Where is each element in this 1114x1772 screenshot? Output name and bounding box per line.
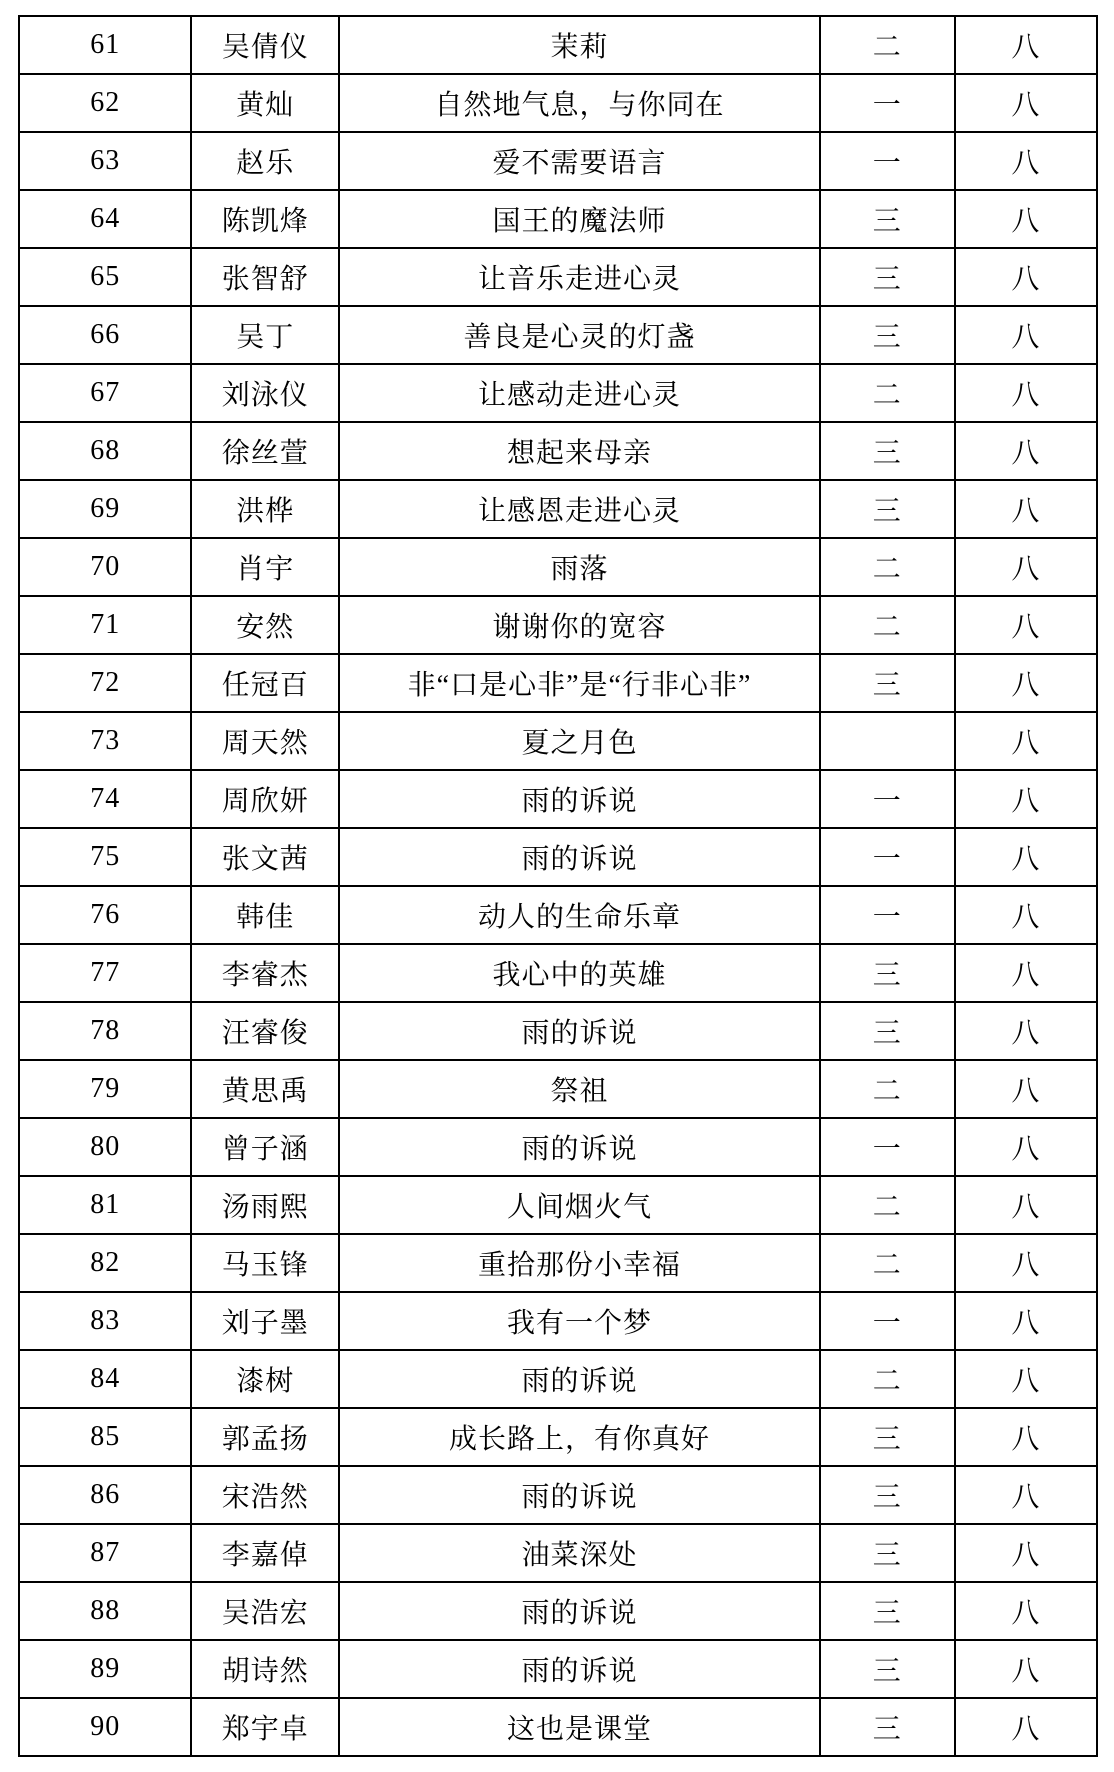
cell-number: 83 <box>19 1292 191 1350</box>
student-roster-table <box>18 15 1098 1757</box>
cell-title: 自然地气息，与你同在 <box>339 74 820 132</box>
cell-name: 任冠百 <box>191 654 339 712</box>
table-row <box>19 886 1097 944</box>
cell-session: 二 <box>820 1350 955 1408</box>
cell-title: 我心中的英雄 <box>339 944 820 1002</box>
table-row <box>19 1176 1097 1234</box>
table-row <box>19 248 1097 306</box>
cell-title: 让感动走进心灵 <box>339 364 820 422</box>
table-row <box>19 1524 1097 1582</box>
cell-grade: 八 <box>955 1698 1097 1756</box>
table-row <box>19 422 1097 480</box>
table-row <box>19 1234 1097 1292</box>
table-row <box>19 654 1097 712</box>
cell-name: 周欣妍 <box>191 770 339 828</box>
cell-number: 73 <box>19 712 191 770</box>
cell-grade: 八 <box>955 596 1097 654</box>
cell-name: 肖宇 <box>191 538 339 596</box>
cell-grade: 八 <box>955 654 1097 712</box>
cell-grade: 八 <box>955 74 1097 132</box>
cell-session: 一 <box>820 886 955 944</box>
cell-title: 成长路上，有你真好 <box>339 1408 820 1466</box>
cell-session: 三 <box>820 306 955 364</box>
cell-number: 74 <box>19 770 191 828</box>
cell-title: 雨的诉说 <box>339 1350 820 1408</box>
cell-session: 二 <box>820 538 955 596</box>
cell-session: 二 <box>820 596 955 654</box>
table-row <box>19 538 1097 596</box>
cell-session: 三 <box>820 190 955 248</box>
cell-number: 85 <box>19 1408 191 1466</box>
cell-grade: 八 <box>955 828 1097 886</box>
table-row <box>19 364 1097 422</box>
cell-grade: 八 <box>955 538 1097 596</box>
cell-name: 郑宇卓 <box>191 1698 339 1756</box>
cell-title: 雨的诉说 <box>339 1118 820 1176</box>
cell-title: 祭祖 <box>339 1060 820 1118</box>
cell-name: 周天然 <box>191 712 339 770</box>
cell-name: 吴浩宏 <box>191 1582 339 1640</box>
cell-session: 二 <box>820 16 955 74</box>
cell-number: 71 <box>19 596 191 654</box>
cell-session: 一 <box>820 770 955 828</box>
cell-session: 三 <box>820 654 955 712</box>
cell-name: 宋浩然 <box>191 1466 339 1524</box>
cell-name: 黄思禹 <box>191 1060 339 1118</box>
cell-title: 爱不需要语言 <box>339 132 820 190</box>
cell-session: 一 <box>820 1118 955 1176</box>
cell-grade: 八 <box>955 248 1097 306</box>
cell-session: 一 <box>820 132 955 190</box>
cell-session: 一 <box>820 74 955 132</box>
cell-grade: 八 <box>955 770 1097 828</box>
cell-number: 88 <box>19 1582 191 1640</box>
table-body <box>19 16 1097 1756</box>
cell-title: 重拾那份小幸福 <box>339 1234 820 1292</box>
cell-number: 65 <box>19 248 191 306</box>
cell-title: 让音乐走进心灵 <box>339 248 820 306</box>
cell-grade: 八 <box>955 1524 1097 1582</box>
cell-grade: 八 <box>955 16 1097 74</box>
cell-session: 三 <box>820 422 955 480</box>
cell-title: 雨的诉说 <box>339 1466 820 1524</box>
cell-name: 曾子涵 <box>191 1118 339 1176</box>
cell-name: 赵乐 <box>191 132 339 190</box>
table-row <box>19 1060 1097 1118</box>
cell-grade: 八 <box>955 364 1097 422</box>
cell-number: 76 <box>19 886 191 944</box>
cell-grade: 八 <box>955 480 1097 538</box>
cell-number: 63 <box>19 132 191 190</box>
cell-grade: 八 <box>955 1582 1097 1640</box>
cell-grade: 八 <box>955 944 1097 1002</box>
cell-session: 一 <box>820 1292 955 1350</box>
cell-title: 茉莉 <box>339 16 820 74</box>
cell-number: 67 <box>19 364 191 422</box>
cell-name: 胡诗然 <box>191 1640 339 1698</box>
table-row <box>19 1292 1097 1350</box>
table-row <box>19 306 1097 364</box>
cell-name: 陈凯烽 <box>191 190 339 248</box>
cell-number: 64 <box>19 190 191 248</box>
cell-session: 三 <box>820 1640 955 1698</box>
cell-number: 80 <box>19 1118 191 1176</box>
cell-number: 78 <box>19 1002 191 1060</box>
cell-number: 79 <box>19 1060 191 1118</box>
cell-name: 刘泳仪 <box>191 364 339 422</box>
table-row <box>19 1640 1097 1698</box>
cell-title: 我有一个梦 <box>339 1292 820 1350</box>
cell-title: 动人的生命乐章 <box>339 886 820 944</box>
cell-session: 三 <box>820 1408 955 1466</box>
cell-title: 夏之月色 <box>339 712 820 770</box>
cell-number: 77 <box>19 944 191 1002</box>
cell-session: 二 <box>820 1060 955 1118</box>
cell-title: 雨的诉说 <box>339 1002 820 1060</box>
cell-session: 三 <box>820 1466 955 1524</box>
cell-name: 汪睿俊 <box>191 1002 339 1060</box>
cell-grade: 八 <box>955 1408 1097 1466</box>
cell-grade: 八 <box>955 306 1097 364</box>
table-row <box>19 944 1097 1002</box>
table-row <box>19 1002 1097 1060</box>
table-row <box>19 1582 1097 1640</box>
cell-name: 刘子墨 <box>191 1292 339 1350</box>
cell-grade: 八 <box>955 1234 1097 1292</box>
cell-title: 油菜深处 <box>339 1524 820 1582</box>
cell-number: 90 <box>19 1698 191 1756</box>
table-row <box>19 828 1097 886</box>
table-row <box>19 1698 1097 1756</box>
cell-name: 黄灿 <box>191 74 339 132</box>
cell-grade: 八 <box>955 190 1097 248</box>
cell-number: 72 <box>19 654 191 712</box>
cell-session: 二 <box>820 1234 955 1292</box>
cell-name: 洪桦 <box>191 480 339 538</box>
cell-name: 张文茜 <box>191 828 339 886</box>
table-row <box>19 74 1097 132</box>
cell-number: 87 <box>19 1524 191 1582</box>
cell-name: 张智舒 <box>191 248 339 306</box>
cell-number: 82 <box>19 1234 191 1292</box>
cell-grade: 八 <box>955 1292 1097 1350</box>
cell-name: 吴倩仪 <box>191 16 339 74</box>
cell-session: 二 <box>820 364 955 422</box>
cell-title: 谢谢你的宽容 <box>339 596 820 654</box>
cell-title: 雨的诉说 <box>339 1582 820 1640</box>
cell-number: 70 <box>19 538 191 596</box>
table-row <box>19 770 1097 828</box>
table-row <box>19 1118 1097 1176</box>
table-row <box>19 1408 1097 1466</box>
cell-title: 善良是心灵的灯盏 <box>339 306 820 364</box>
table-row <box>19 1466 1097 1524</box>
cell-name: 郭孟扬 <box>191 1408 339 1466</box>
cell-number: 89 <box>19 1640 191 1698</box>
cell-title: 想起来母亲 <box>339 422 820 480</box>
cell-name: 徐丝萱 <box>191 422 339 480</box>
cell-grade: 八 <box>955 422 1097 480</box>
cell-number: 69 <box>19 480 191 538</box>
cell-title: 让感恩走进心灵 <box>339 480 820 538</box>
cell-name: 马玉锋 <box>191 1234 339 1292</box>
cell-title: 国王的魔法师 <box>339 190 820 248</box>
table-row <box>19 190 1097 248</box>
cell-number: 68 <box>19 422 191 480</box>
cell-name: 汤雨熙 <box>191 1176 339 1234</box>
cell-session <box>820 712 955 770</box>
cell-title: 这也是课堂 <box>339 1698 820 1756</box>
cell-session: 三 <box>820 1582 955 1640</box>
cell-grade: 八 <box>955 132 1097 190</box>
cell-grade: 八 <box>955 1640 1097 1698</box>
table-row <box>19 596 1097 654</box>
cell-grade: 八 <box>955 1350 1097 1408</box>
cell-session: 三 <box>820 480 955 538</box>
table-row <box>19 132 1097 190</box>
cell-title: 非“口是心非”是“行非心非” <box>339 654 820 712</box>
cell-session: 三 <box>820 248 955 306</box>
cell-session: 三 <box>820 1002 955 1060</box>
cell-number: 61 <box>19 16 191 74</box>
cell-session: 三 <box>820 1524 955 1582</box>
cell-number: 62 <box>19 74 191 132</box>
cell-number: 84 <box>19 1350 191 1408</box>
cell-name: 吴丁 <box>191 306 339 364</box>
cell-title: 雨的诉说 <box>339 1640 820 1698</box>
table-row <box>19 712 1097 770</box>
cell-session: 二 <box>820 1176 955 1234</box>
table-row <box>19 480 1097 538</box>
cell-number: 81 <box>19 1176 191 1234</box>
cell-name: 李嘉倬 <box>191 1524 339 1582</box>
cell-grade: 八 <box>955 1176 1097 1234</box>
cell-grade: 八 <box>955 1060 1097 1118</box>
cell-name: 韩佳 <box>191 886 339 944</box>
cell-session: 三 <box>820 944 955 1002</box>
cell-grade: 八 <box>955 886 1097 944</box>
cell-name: 安然 <box>191 596 339 654</box>
cell-session: 一 <box>820 828 955 886</box>
cell-grade: 八 <box>955 1466 1097 1524</box>
cell-name: 漆树 <box>191 1350 339 1408</box>
cell-number: 66 <box>19 306 191 364</box>
cell-number: 75 <box>19 828 191 886</box>
cell-number: 86 <box>19 1466 191 1524</box>
cell-grade: 八 <box>955 712 1097 770</box>
cell-title: 雨落 <box>339 538 820 596</box>
cell-title: 人间烟火气 <box>339 1176 820 1234</box>
table-row <box>19 1350 1097 1408</box>
cell-grade: 八 <box>955 1118 1097 1176</box>
cell-session: 三 <box>820 1698 955 1756</box>
cell-title: 雨的诉说 <box>339 770 820 828</box>
table-row <box>19 16 1097 74</box>
cell-name: 李睿杰 <box>191 944 339 1002</box>
cell-title: 雨的诉说 <box>339 828 820 886</box>
cell-grade: 八 <box>955 1002 1097 1060</box>
